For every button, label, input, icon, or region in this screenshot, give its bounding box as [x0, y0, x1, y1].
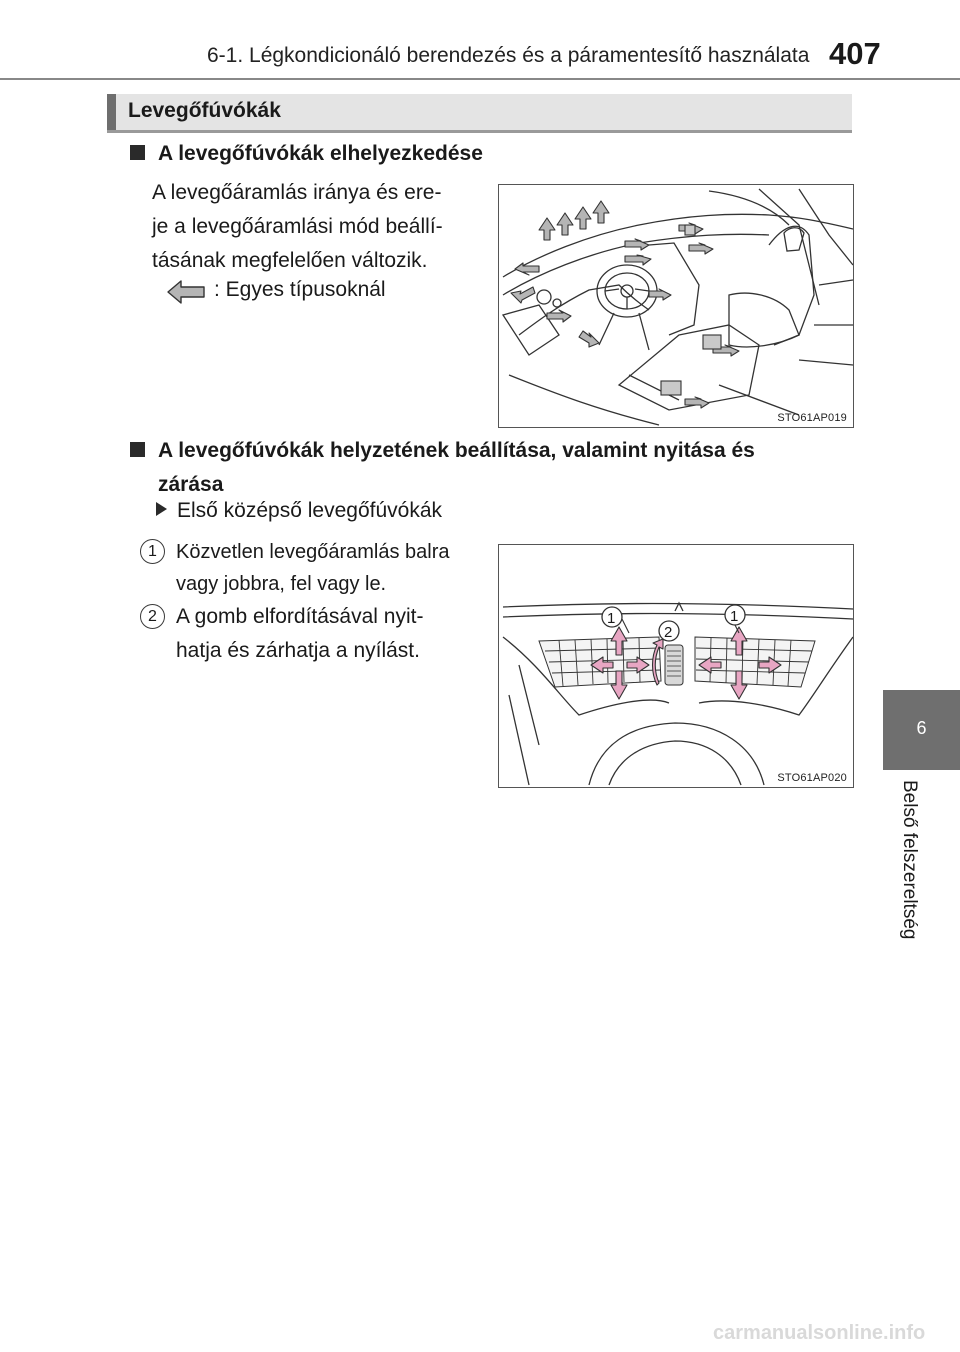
- step-line: A gomb elfordításával nyit-: [176, 605, 424, 628]
- callout-1-right: 1: [730, 608, 739, 625]
- figure-center-vents: [498, 544, 854, 788]
- step-line: vagy jobbra, fel vagy le.: [176, 573, 387, 595]
- square-bullet-icon: [130, 442, 145, 457]
- heading-adjustment: [130, 434, 850, 502]
- chapter-number: 6: [916, 718, 927, 738]
- subheading-front-center-vents: [156, 499, 442, 523]
- paragraph-line: tásának megfelelően változik.: [152, 249, 428, 272]
- step-number-2: 2: [140, 604, 165, 629]
- section-title: Levegőfúvókák: [128, 99, 281, 122]
- callout-1-left: 1: [607, 610, 616, 627]
- heading-location: [130, 142, 483, 166]
- square-bullet-icon: [130, 145, 145, 160]
- chapter-label: Belső felszereltség: [899, 780, 920, 940]
- page-number: 407: [829, 36, 881, 71]
- header-title: 6-1. Légkondicionáló berendezés és a páramentesítő használata: [207, 44, 810, 67]
- figure-code: STO61AP019: [777, 412, 847, 424]
- step-1-text: [176, 536, 476, 600]
- heading-location-text: A levegőfúvókák elhelyezkedése: [158, 142, 483, 165]
- triangle-bullet-icon: [156, 502, 167, 516]
- section-title-bar: [107, 94, 852, 133]
- vent-illustration: [499, 545, 853, 787]
- heading-adjustment-line: zárása: [158, 473, 224, 496]
- paragraph-line: A levegőáramlás iránya és ere-: [152, 181, 442, 204]
- heading-adjustment-line: A levegőfúvókák helyzetének beállítása, valamint nyitása és: [130, 434, 850, 468]
- step-line: Közvetlen levegőáramlás balra: [176, 541, 450, 563]
- header-rule: [0, 78, 960, 80]
- callout-2: 2: [664, 624, 673, 641]
- paragraph-airflow: [152, 176, 476, 278]
- figure-vent-locations: [498, 184, 854, 428]
- subheading-text: Első középső levegőfúvókák: [177, 499, 442, 522]
- gray-arrow-icon: [166, 279, 206, 305]
- legend-text: : Egyes típusoknál: [214, 278, 386, 301]
- step-line: hatja és zárhatja a nyílást.: [176, 639, 420, 662]
- step-2-text: [176, 600, 476, 668]
- step-number-1: 1: [140, 539, 165, 564]
- paragraph-line: je a levegőáramlási mód beállí-: [152, 215, 443, 238]
- cabin-illustration: [499, 185, 853, 427]
- watermark: carmanualsonline.info: [713, 1322, 926, 1344]
- chapter-tab: [883, 690, 960, 770]
- section-accent: [107, 94, 116, 130]
- figure-code: STO61AP020: [777, 772, 847, 784]
